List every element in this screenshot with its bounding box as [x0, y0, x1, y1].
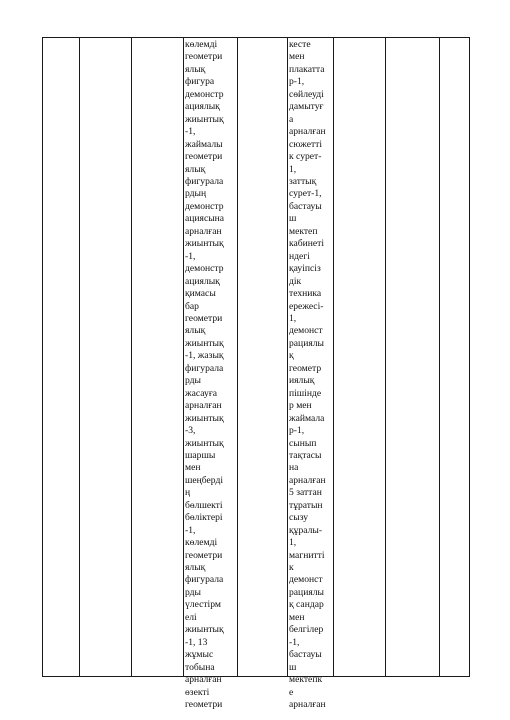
cell-text-line: тақтасы	[289, 449, 322, 461]
cell-text-line: геометр	[289, 362, 322, 374]
cell-text-line: фигурала	[185, 175, 224, 187]
column-divider-4	[237, 38, 238, 676]
cell-text-line: тобына	[185, 661, 215, 673]
cell-text-line: фигурала	[185, 362, 224, 374]
cell-text-line: рациялы	[289, 337, 324, 349]
cell-text-line: р мен	[289, 400, 312, 412]
cell-text-line: фигурала	[185, 574, 224, 586]
cell-text-line: жиынтық	[185, 337, 224, 349]
cell-text-line: плакатта	[289, 63, 325, 75]
cell-text-line: жиынтық	[185, 238, 224, 250]
cell-text-line: сынып	[289, 437, 317, 449]
cell-text-line: ациялық	[185, 275, 220, 287]
cell-text-line: магнитті	[289, 549, 325, 561]
cell-text-line: жасауға	[185, 387, 218, 399]
cell-text-line: мектеп	[289, 225, 318, 237]
cell-text-line: жиынтық	[185, 624, 224, 636]
cell-text-line: арналған	[185, 400, 222, 412]
cell-text-line: арналған	[185, 674, 222, 686]
cell-text-line: рдың	[185, 188, 207, 200]
cell-text-line: мен	[185, 462, 201, 474]
cell-text-line: бастауы	[289, 200, 322, 212]
cell-text-line: мен	[289, 611, 305, 623]
cell-text-line: арналған	[289, 126, 326, 138]
cell-text-line: геометри	[185, 549, 223, 561]
cell-text-line: мектепк	[289, 674, 323, 686]
cell-text-line: ациясына	[185, 213, 225, 225]
cell-text-line: заттық	[289, 175, 317, 187]
cell-text-line: мен	[289, 51, 305, 63]
table-cell-materials-list	[289, 39, 326, 711]
cell-text-line: ациялық	[185, 101, 220, 113]
column-divider-3	[183, 38, 184, 676]
cell-text-line: жұмыс	[185, 649, 214, 661]
cell-text-line: демонст	[289, 325, 323, 337]
cell-text-line: геометри	[185, 151, 223, 163]
cell-text-line: сурет-1,	[289, 188, 322, 200]
cell-text-line: геометри	[185, 51, 223, 63]
cell-text-line: ш	[289, 661, 297, 673]
cell-text-line: арналған	[185, 225, 222, 237]
table-cell-equipment-list	[185, 39, 224, 711]
cell-text-line: бөлшекті	[185, 499, 223, 511]
cell-text-line: ялық	[185, 163, 206, 175]
cell-text-line: сюжетті	[289, 138, 322, 150]
cell-text-line: ялық	[185, 562, 206, 574]
cell-text-line: көлемді	[185, 39, 218, 50]
cell-text-line: -1,	[289, 636, 300, 648]
cell-text-line: -1, жазық	[185, 350, 224, 362]
cell-text-line: ң	[185, 487, 191, 499]
cell-text-line: демонст	[289, 574, 323, 586]
cell-text-line: ш	[289, 213, 297, 225]
cell-text-line: жаймалы	[185, 138, 223, 150]
cell-text-line: қ сандар	[289, 599, 324, 611]
cell-text-line: белгілер	[289, 624, 324, 636]
cell-text-line: фигура	[185, 76, 215, 88]
cell-text-line: ялық	[185, 63, 206, 75]
cell-text-line: шаршы	[185, 449, 216, 461]
cell-text-line: иялық	[289, 375, 315, 387]
cell-text-line: р-1,	[289, 76, 305, 88]
cell-text-line: кабинеті	[289, 238, 325, 250]
cell-text-line: шеңберді	[185, 474, 224, 486]
cell-text-line: -1, 13	[185, 636, 208, 648]
column-divider-7	[385, 38, 386, 676]
document-table	[42, 37, 470, 711]
cell-text-line: арналған	[289, 699, 326, 711]
cell-text-line: рациялы	[289, 586, 324, 598]
column-divider-1	[79, 38, 80, 676]
column-divider-8	[439, 38, 440, 676]
cell-text-line: жиынтық	[185, 412, 224, 424]
cell-text-line: демонстр	[185, 200, 224, 212]
cell-text-line: на	[289, 462, 299, 474]
cell-text-line: бастауы	[289, 649, 322, 661]
cell-text-line: 1,	[289, 163, 297, 175]
cell-text-line: көлемді	[185, 537, 218, 549]
cell-text-line: жаймала	[289, 412, 325, 424]
cell-text-line: 1,	[289, 312, 297, 324]
cell-text-line: ялық	[185, 325, 206, 337]
cell-text-line: пішінде	[289, 387, 322, 399]
cell-text-line: жиынтық	[185, 113, 224, 125]
cell-text-line: -1,	[185, 126, 196, 138]
cell-text-line: сөйлеуді	[289, 88, 324, 100]
cell-text-line: құралы-	[289, 524, 323, 536]
cell-text-line: техника	[289, 288, 322, 300]
cell-text-line: а	[289, 113, 294, 125]
cell-text-line: демонстр	[185, 263, 224, 275]
cell-text-line: р-1,	[289, 425, 305, 437]
cell-text-line: сызу	[289, 512, 309, 524]
cell-text-line: дік	[289, 275, 302, 287]
cell-text-line: дамытуғ	[289, 101, 324, 113]
cell-text-line: геометри	[185, 312, 223, 324]
cell-text-line: к	[289, 562, 294, 574]
cell-text-line: -1,	[185, 250, 196, 262]
cell-text-line: қимасы	[185, 288, 216, 300]
cell-text-line: үлестірм	[185, 599, 221, 611]
cell-text-line: 5 заттан	[289, 487, 322, 499]
cell-text-line: геометри	[185, 699, 223, 711]
column-divider-5	[287, 38, 288, 676]
cell-text-line: ндегі	[289, 250, 310, 262]
cell-text-line: қауіпсіз	[289, 263, 321, 275]
cell-text-line: өзекті	[185, 686, 210, 698]
column-divider-2	[131, 38, 132, 676]
cell-text-line: е	[289, 686, 294, 698]
cell-text-line: ережесі-	[289, 300, 324, 312]
column-divider-6	[333, 38, 334, 676]
cell-text-line: 1,	[289, 537, 297, 549]
cell-text-line: арналған	[289, 474, 326, 486]
cell-text-line: -3,	[185, 425, 196, 437]
cell-text-line: елі	[185, 611, 197, 623]
cell-text-line: кесте	[289, 39, 311, 50]
cell-text-line: бар	[185, 300, 199, 312]
cell-text-line: рды	[185, 375, 201, 387]
cell-text-line: жиынтық	[185, 437, 224, 449]
cell-text-line: тұратын	[289, 499, 323, 511]
cell-text-line: қ	[289, 350, 294, 362]
cell-text-line: демонстр	[185, 88, 224, 100]
cell-text-line: рды	[185, 586, 201, 598]
cell-text-line: -1,	[185, 524, 196, 536]
cell-text-line: бөліктері	[185, 512, 223, 524]
cell-text-line: к сурет-	[289, 151, 322, 163]
